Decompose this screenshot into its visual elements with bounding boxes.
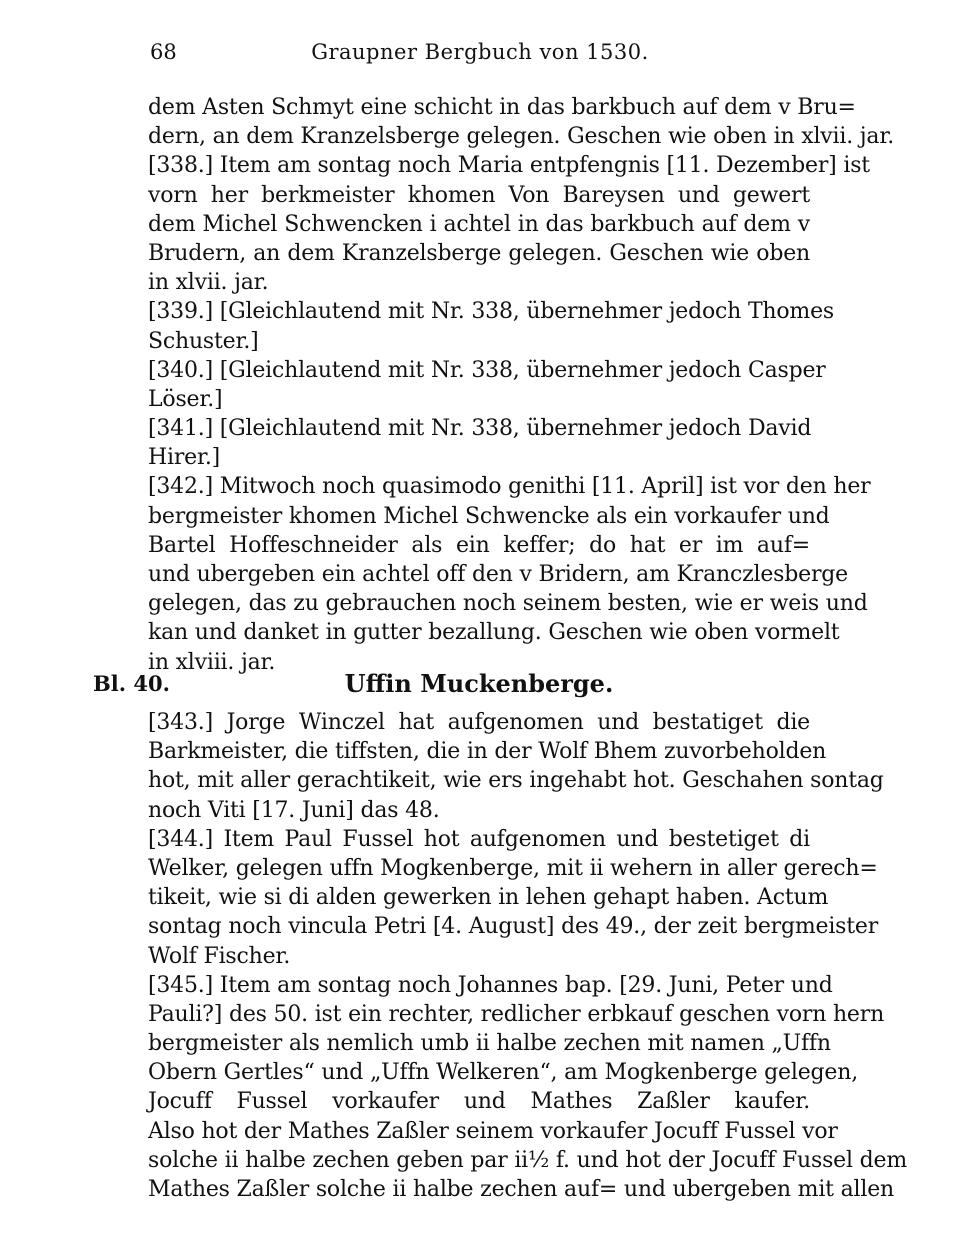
text-line: Obern Gertles“ und „Uffn Welkeren“, am Mogkenberge gelegen, <box>148 1060 858 1086</box>
section-heading: Uffin Muckenberge. <box>344 669 614 698</box>
text-line: Brudern, an dem Kranzelsberge gelegen. Geschen wie oben <box>148 240 810 266</box>
text-line: dern, an dem Kranzelsberge gelegen. Geschen wie oben in xlvii. jar. <box>148 124 895 150</box>
text-line: Löser.] <box>148 386 223 412</box>
text-line: dem Michel Schwencken i achtel in das barkbuch auf dem v <box>148 211 810 237</box>
text-line: [338.] Item am sontag noch Maria entpfengnis [11. Dezember] ist <box>148 153 870 179</box>
text-line: Welker, gelegen uffn Mogkenberge, mit ii wehern in aller gerech= <box>148 855 878 881</box>
text-line: vorn her berkmeister khomen Von Bareysen und gewert <box>148 182 810 208</box>
text-line: in xlvii. jar. <box>148 270 269 296</box>
page-header <box>150 40 810 76</box>
text-line: [343.] Jorge Winczel hat aufgenomen und bestatiget die <box>148 710 810 735</box>
text-line: hot, mit aller gerachtikeit, wie ers ingehabt hot. Geschahen sontag <box>148 768 884 794</box>
text-line: noch Viti [17. Juni] das 48. <box>148 797 440 823</box>
text-line: in xlviii. jar. <box>148 649 276 675</box>
text-line: Hirer.] <box>148 445 221 471</box>
text-block-2 <box>148 708 907 1204</box>
text-line: [339.] [Gleichlautend mit Nr. 338, übernehmer jedoch Thomes <box>148 299 835 325</box>
text-line: tikeit, wie si di alden gewerken in lehen gehapt haben. Actum <box>148 885 829 911</box>
text-line: Bartel Hoffeschneider als ein keffer; do hat er im auf= <box>148 532 810 558</box>
page-number: 68 <box>150 40 177 64</box>
text-line: kan und danket in gutter bezallung. Geschen wie oben vormelt <box>148 620 840 646</box>
text-line: Barkmeister, die tiffsten, die in der Wolf Bhem zuvorbeholden <box>148 739 827 765</box>
text-line: solche ii halbe zechen geben par ii½ f. und hot der Jocuff Fussel dem <box>148 1147 907 1173</box>
text-line: [344.] Item Paul Fussel hot aufgenomen und bestetiget di <box>148 826 810 852</box>
text-line: dem Asten Schmyt eine schicht in das barkbuch auf dem v Bru= <box>148 95 856 120</box>
text-line: Pauli?] des 50. ist ein rechter, redlicher erbkauf geschen vorn hern <box>148 1001 885 1027</box>
text-line: bergmeister als nemlich umb ii halbe zechen mit namen „Uffn <box>148 1031 831 1057</box>
text-block-1 <box>148 93 895 677</box>
text-line: [342.] Mitwoch noch quasimodo genithi [11. April] ist vor den her <box>148 474 871 500</box>
text-line: Wolf Fischer. <box>148 943 291 969</box>
text-line: [341.] [Gleichlautend mit Nr. 338, übernehmer jedoch David <box>148 416 812 442</box>
text-line: [340.] [Gleichlautend mit Nr. 338, übernehmer jedoch Casper <box>148 357 826 383</box>
text-line: sontag noch vincula Petri [4. August] des 49., der zeit bergmeister <box>148 914 879 940</box>
text-line: bergmeister khomen Michel Schwencke als ein vorkaufer und <box>148 503 830 529</box>
text-line: Schuster.] <box>148 328 259 354</box>
text-line: gelegen, das zu gebrauchen noch seinem besten, wie er weis und <box>148 591 868 617</box>
text-line: Jocuff Fussel vorkaufer und Mathes Zaßler kaufer. <box>148 1089 810 1115</box>
running-title: Graupner Bergbuch von 1530. <box>311 40 649 64</box>
text-line: Also hot der Mathes Zaßler seinem vorkaufer Jocuff Fussel vor <box>148 1118 838 1144</box>
text-line: [345.] Item am sontag noch Johannes bap. [29. Juni, Peter und <box>148 972 833 998</box>
margin-folio-note: Bl. 40. <box>93 671 170 696</box>
text-line: und ubergeben ein achtel off den v Bridern, am Kranczlesberge <box>148 562 848 587</box>
text-line: Mathes Zaßler solche ii halbe zechen auf= und ubergeben mit allen <box>148 1177 894 1202</box>
